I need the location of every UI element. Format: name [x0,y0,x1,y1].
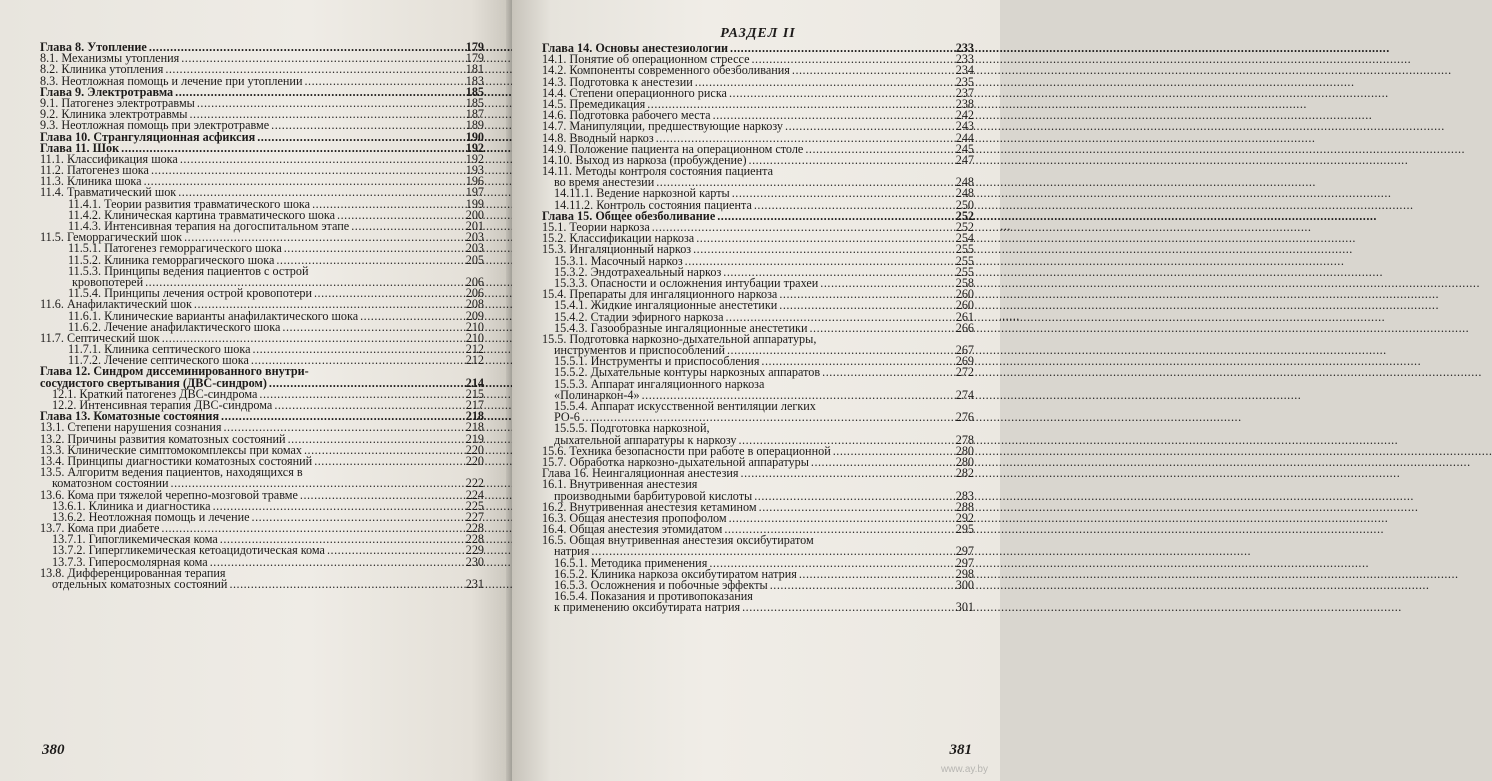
toc-page-number: 237 [955,85,974,100]
toc-page-number: 248 [955,175,974,190]
toc-page-number: 224 [465,487,484,502]
toc-entry-title: 11.4.3. Интенсивная терапия на догоспитальном этапе [68,219,350,233]
toc-page-number: 258 [955,275,974,290]
toc-entry-title: Глава 16. Неингаляционная анестезия [542,466,739,481]
toc-page-number: 297 [955,544,974,559]
toc-leader-dots [229,579,460,590]
toc-page-number: 192 [465,140,484,155]
toc-entry-title: 11.7.2. Лечение септического шока [68,353,249,368]
toc-page-number: 205 [465,252,484,267]
toc-entry-title: 13.1. Степени нарушения сознания [40,420,222,435]
toc-page-number: 185 [465,95,484,110]
toc-page-number: 245 [955,141,974,156]
toc-page-number: 244 [955,130,974,145]
toc-entry-title: Глава 15. Общее обезболивание [542,208,716,223]
toc-page-number: 206 [465,274,484,289]
toc-page-number: 210 [465,319,484,334]
toc-entry-title: отдельных коматозных состояний [52,577,228,591]
toc-page-number: 218 [465,409,484,424]
toc-entry-title: 15.5.1. Инструменты и приспособления [554,354,760,369]
watermark: www.ay.by [940,764,988,775]
toc-entry-title: 15.5.4. Аппарат искусственной вентиляции легких [554,399,816,413]
toc-page-number: 225 [465,498,484,513]
toc-entry-title: Глава 10. Странгуляционная асфиксия [40,129,256,144]
toc-entry-title: 11.5.2. Клиника геморрагического шока [68,252,275,267]
toc-page-number: 219 [465,431,484,446]
toc-leader-dots [749,155,950,166]
toc-page-number: 242 [955,108,974,123]
toc-entry-title: 16.5. Общая внутривенная анестезия оксибутиратом [542,533,814,548]
toc-page-number: 233 [955,52,974,67]
toc-page-number: 197 [465,185,484,200]
toc-entry-title: 9.1. Патогенез электротравмы [40,95,195,110]
toc-entry-title: 15.4.2. Стадии эфирного наркоза [554,309,724,324]
toc-entry-title: кровопотерей [72,274,144,289]
toc-entry-title: 14.6. Подготовка рабочего места [542,108,711,123]
toc-entry-title: 14.3. Подготовка к анестезии [542,74,693,89]
toc-entry-title: 14.2. Компоненты современного обезболивания [542,63,790,78]
toc-page-number: 238 [955,96,974,111]
toc-page-number: 280 [955,443,974,458]
toc-entry-title: инструментов и приспособлений [554,343,725,358]
toc-entry-title: 13.2. Причины развития коматозных состояний [40,431,286,446]
toc-entry-title: 13.4. Принципы диагностики коматозных состояний [40,453,313,468]
toc-entry-title: 9.3. Неотложная помощь при электротравме [40,118,270,133]
toc-page-number: 248 [955,186,974,201]
toc-page-number: 269 [955,354,974,369]
toc-entry-title: 15.4. Препараты для ингаляционного наркоза [542,287,778,302]
toc-page-number: 234 [955,63,974,78]
toc-page-number: 255 [955,253,974,268]
toc-entry-title: 13.6. Кома при тяжелой черепно-мозговой травме [40,487,298,502]
toc-entry-title: 15.4.1. Жидкие ингаляционные анестетики [554,298,778,313]
toc-entry-title: 16.4. Общая анестезия этомидатом [542,522,723,537]
toc-entry-title: 16.5.4. Показания и противопоказания [554,589,753,604]
toc-entry-title: Глава 11. Шок [40,140,120,155]
toc-page-number: 196 [465,174,484,189]
toc-entry-title: 13.5. Алгоритм ведения пациентов, находящихся в [40,465,303,480]
toc-entry-title: 11.6.1. Клинические варианты анафилактического шока [68,308,359,323]
toc-entry-title: 14.5. Премедикация [542,96,646,111]
toc-page-number: 199 [465,196,484,211]
page-number-left: 380 [42,742,65,758]
toc-entry-title: Глава 13. Коматозные состояния [40,409,220,424]
toc-entry-title: 15.2. Классификации наркоза [542,231,695,246]
toc-page-number: 210 [465,330,484,345]
toc-page-number: 203 [465,230,484,245]
toc-entry-title: 11.4. Травматический шок [40,185,177,200]
toc-page-number: 282 [955,466,974,481]
toc-entry-title: 15.3.3. Опасности и осложнения интубации трахеи [554,275,819,290]
toc-entry-title: 13.6.2. Неотложная помощь и лечение [52,509,250,524]
toc-page-number: 193 [465,163,484,178]
toc-entry-title: коматозном состоянии [52,476,169,491]
toc-page-number: 192 [465,151,484,166]
toc-page-number: 274 [955,387,974,402]
toc-entry-title: 14.11. Методы контроля состояния пациента [542,164,773,179]
toc-entry-title: 14.9. Положение пациента на операционном столе [542,141,804,156]
toc-leader-dots [314,456,460,467]
toc-entry-title: 13.7.3. Гиперосмолярная кома [52,554,208,569]
toc-page-number: 243 [955,119,974,134]
toc-entry-title: 11.5.4. Принципы лечения острой кровопотери [68,286,312,301]
toc-page-number: 229 [465,543,484,558]
toc-entry-title: 14.11.2. Контроль состояния пациента [554,197,752,212]
toc-entry-title: 13.7.2. Гипергликемическая кетоацидотическая кома [52,543,325,558]
toc-page-number: 181 [465,62,484,77]
toc-entry-title: 11.7.1. Клиника септического шока [68,342,251,357]
toc-entry-title: 15.5.2. Дыхательные контуры наркозных аппаратов [554,365,821,380]
toc-entry-title: натрия [554,544,590,559]
toc-leader-dots [810,323,951,334]
toc-entry [40,579,484,590]
toc-entry-title: Глава 8. Утопление [40,40,147,54]
toc-page-number: 297 [955,555,974,570]
toc-entry-title: 12.1. Краткий патогенез ДВС-синдрома [52,386,258,401]
toc-entry-title: 11.4.2. Клиническая картина травматического шока [68,207,336,222]
toc-page-number: 292 [955,510,974,525]
toc-page-number: 295 [955,522,974,537]
toc-page-number: 227 [465,509,484,524]
toc-page-number: 185 [465,84,484,99]
toc-entry-title: 8.3. Неотложная помощь и лечение при утоплении [40,73,303,88]
toc-page-number: 220 [465,442,484,457]
toc-page-number: 276 [955,410,974,425]
toc-page-number: 214 [465,375,484,390]
toc-entry-title: 16.2. Внутривенная анестезия кетамином [542,499,757,514]
toc-entry-title: 11.5.1. Патогенез геморрагического шока [68,241,282,256]
toc-page-number: 230 [465,554,484,569]
toc-page-number: 255 [955,264,974,279]
toc-entry-title: 15.4.3. Газообразные ингаляционные анестетики [554,320,808,335]
toc-entry-title: 11.6. Анафилактический шок [40,297,192,312]
toc-entry-title: 14.10. Выход из наркоза (пробуждение) [542,152,747,167]
toc-entry-title: РО-6 [554,410,580,425]
toc-entry-title: 14.8. Вводный наркоз [542,130,654,145]
toc-entry-title: 14.1. Понятие об операционном стрессе [542,52,750,67]
toc-entry-title: 11.6.2. Лечение анафилактического шока [68,319,281,334]
toc-page-number: 298 [955,566,974,581]
toc-entry-title: 16.5.2. Клиника наркоза оксибутиратом натрия [554,566,797,581]
toc-page-number: 300 [955,578,974,592]
toc-entry-title: 8.2. Клиника утопления [40,62,164,77]
toc-page-number: 231 [465,577,484,591]
toc-entry-title: 11.5. Геморрагический шок [40,230,183,245]
toc-page-number: 215 [465,386,484,401]
toc-entry-title: 15.3. Ингаляционный наркоз [542,242,692,257]
right-page [512,0,1000,781]
toc-page-number: 233 [955,41,974,55]
toc-page-number: 252 [955,220,974,234]
toc-page-number: 301 [955,600,974,615]
toc-page-number: 212 [465,342,484,357]
toc-entry-title: Глава 12. Синдром диссеминированного внутри- [40,364,309,379]
toc-leader-dots [822,367,950,378]
toc-page-number: 280 [955,454,974,469]
toc-entry-title: 13.6.1. Клиника и диагностика [52,498,211,513]
toc-entry-title: 11.7. Септический шок [40,330,160,345]
toc-entry-title: 15.1. Теории наркоза [542,220,650,234]
toc-page-number: 212 [465,353,484,368]
table-of-contents-right [542,43,974,614]
toc-entry-title: дыхательной аппаратуры к наркозу [554,432,737,447]
toc-entry-title: 14.11.1. Ведение наркозной карты [554,186,730,201]
toc-page-number: 179 [465,40,484,54]
toc-page-number: 217 [465,398,484,412]
toc-entry-title: 16.5.1. Методика применения [554,555,708,570]
toc-leader-dots [742,602,950,613]
toc-entry-title: 15.3.1. Масочный наркоз [554,253,683,268]
toc-page-number: 183 [465,73,484,88]
toc-page-number: 206 [465,286,484,301]
toc-page-number: 250 [955,197,974,212]
toc-entry-title: 11.1. Классификация шока [40,151,178,166]
toc-page-number: 187 [465,107,484,122]
toc-entry-title: 11.3. Клиника шока [40,174,142,189]
toc-entry [542,602,974,613]
toc-page-number: 254 [955,231,974,246]
toc-page-number: 255 [955,242,974,257]
toc-page-number: 261 [955,309,974,324]
toc-page-number: 179 [465,51,484,66]
toc-entry-title: 11.5.3. Принципы ведения пациентов с острой [68,263,309,278]
toc-page-number: 252 [955,208,974,223]
page-number-right: 381 [949,742,972,758]
toc-page-number: 208 [465,297,484,312]
toc-entry-title: 14.4. Степени операционного риска [542,85,727,100]
toc-entry-title: производными барбитуровой кислоты [554,488,753,503]
toc-entry-title: к применению оксибутирата натрия [554,600,741,615]
toc-entry-title: 12.2. Интенсивная терапия ДВС-синдрома [52,398,273,412]
toc-page-number: 260 [955,287,974,302]
toc-entry-title: 15.7. Обработка наркозно-дыхательной аппаратуры [542,454,809,469]
toc-entry-title: 15.5.3. Аппарат ингаляционного наркоза [554,376,765,391]
toc-page-number: 283 [955,488,974,503]
toc-page-number: 260 [955,298,974,313]
toc-entry-title: 8.1. Механизмы утопления [40,51,180,66]
toc-entry-title: 13.8. Дифференцированная терапия [40,565,226,580]
toc-entry-title: 11.4.1. Теории развития травматического шока [68,196,311,211]
toc-page-number: 209 [465,308,484,323]
toc-entry-title: 13.7.1. Гипогликемическая кома [52,532,218,547]
toc-entry-title: Глава 9. Электротравма [40,84,174,99]
toc-entry-title: во время анестезии [554,175,655,190]
toc-entry-title: 16.3. Общая анестезия пропофолом [542,510,727,525]
toc-entry-title: 11.2. Патогенез шока [40,163,149,178]
toc-entry-title: 15.5.5. Подготовка наркозной, [554,421,710,436]
toc-page-number: 220 [465,453,484,468]
toc-page-number: 218 [465,420,484,435]
toc-entry-title: 9.2. Клиника электротравмы [40,107,188,122]
toc-page-number: 266 [955,320,974,335]
toc-page-number: 228 [465,521,484,536]
toc-leader-dots [741,468,950,479]
toc-entry-title: 14.7. Манипуляции, предшествующие наркозу [542,119,784,134]
toc-page-number: 235 [955,74,974,89]
toc-entry-title: Глава 14. Основы анестезиологии [542,41,729,55]
toc-page-number: 228 [465,532,484,547]
toc-page-number: 200 [465,207,484,222]
toc-page-number: 201 [465,219,484,233]
toc-entry-title: 16.1. Внутривенная анестезия [542,477,698,492]
toc-leader-dots [770,580,950,591]
toc-entry-title: «Полинаркон-4» [554,387,640,402]
section-title: РАЗДЕЛ II [720,26,796,41]
toc-leader-dots [210,557,460,568]
toc-entry-title: 13.3. Клинические симптомокомплексы при комах [40,442,302,457]
table-of-contents-left [40,42,484,590]
left-page [0,0,512,781]
toc-page-number: 189 [465,118,484,133]
toc-page-number: 278 [955,432,974,447]
toc-entry-title: 15.5. Подготовка наркозно-дыхательной аппаратуры, [542,331,817,346]
toc-entry-title: 13.7. Кома при диабете [40,521,160,536]
toc-page-number: 222 [465,476,484,491]
toc-page-number: 190 [465,129,484,144]
toc-page-number: 247 [955,152,974,167]
toc-entry-title: 16.5.3. Осложнения и побочные эффекты [554,578,768,592]
toc-entry-title: 15.6. Техника безопасности при работе в операционной [542,443,831,458]
toc-page-number: 272 [955,365,974,380]
toc-page-number: 203 [465,241,484,256]
toc-entry-title: сосудистого свертывания (ДВС-синдром) [40,375,267,390]
toc-page-number: 267 [955,343,974,358]
toc-page-number: 288 [955,499,974,514]
toc-entry-title: 15.3.2. Эндотрахеальный наркоз [554,264,722,279]
